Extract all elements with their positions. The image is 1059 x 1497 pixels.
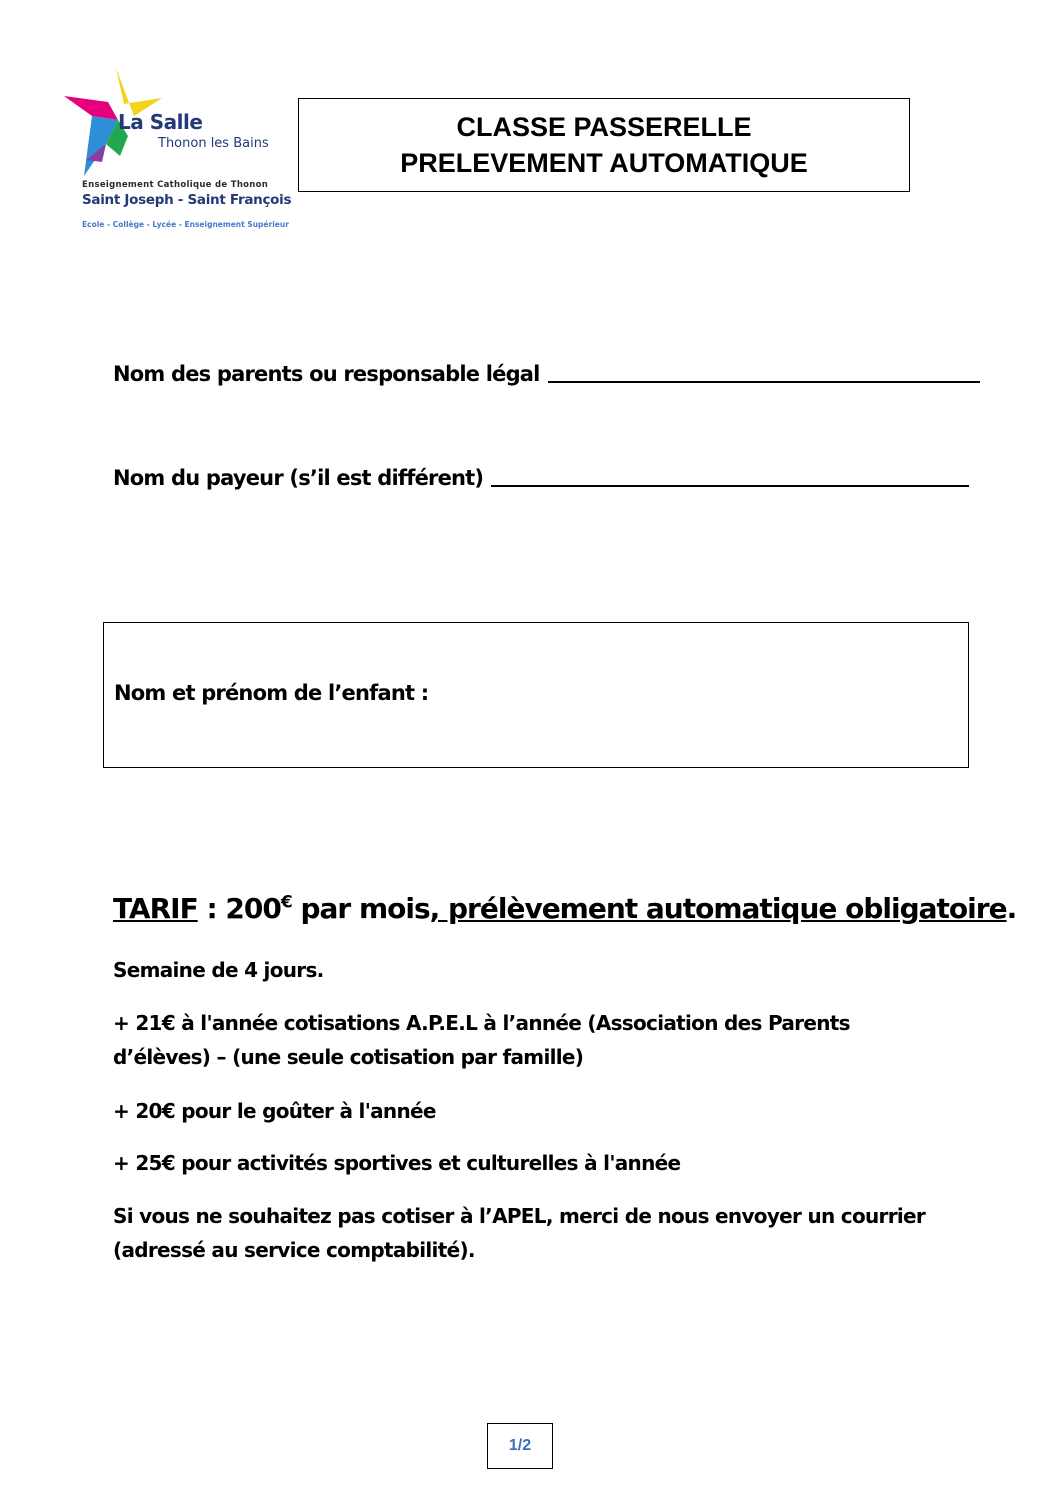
school-logo	[62, 66, 292, 236]
title-box	[298, 98, 910, 192]
tarif-heading	[113, 892, 1016, 925]
tarif-currency: €	[280, 892, 292, 913]
parents-input-line[interactable]	[548, 381, 980, 383]
child-label: Nom et prénom de l’enfant :	[114, 681, 429, 705]
tarif-label: TARIF	[113, 892, 198, 925]
logo-levels: Ecole - Collège - Lycée - Enseignement Supérieur	[82, 220, 289, 229]
page-number: 1/2	[487, 1423, 553, 1469]
title-line-2: PRELEVEMENT AUTOMATIQUE	[400, 148, 808, 178]
payer-field	[113, 466, 969, 490]
tarif-end: .	[1006, 892, 1017, 925]
tarif-amount: 200	[225, 892, 281, 925]
gouter-fee: + 20€ pour le goûter à l'année	[113, 1099, 436, 1123]
child-name-box[interactable]	[103, 622, 969, 768]
parents-field	[113, 362, 980, 386]
logo-subtitle: Enseignement Catholique de Thonon	[82, 180, 269, 190]
logo-city: Thonon les Bains	[158, 136, 269, 151]
tarif-sep: :	[197, 892, 226, 925]
parents-label: Nom des parents ou responsable légal	[113, 362, 540, 386]
week-info: Semaine de 4 jours.	[113, 958, 324, 982]
logo-name: La Salle	[118, 110, 203, 134]
tarif-per: par mois	[291, 892, 430, 925]
payer-label: Nom du payeur (s’il est différent)	[113, 466, 484, 490]
logo-school-names: Saint Joseph - Saint François	[82, 192, 292, 208]
apel-fee: + 21€ à l'année cotisations A.P.E.L à l’année (Association des Parents d’élèves) – (une seule cotisation par famille)	[113, 1011, 850, 1069]
title-line-1: CLASSE PASSERELLE	[456, 112, 752, 142]
activities-fee: + 25€ pour activités sportives et culturelles à l'année	[113, 1151, 681, 1175]
tarif-mandatory: , prélèvement automatique obligatoire	[429, 892, 1007, 925]
payer-input-line[interactable]	[491, 485, 969, 487]
apel-note: Si vous ne souhaitez pas cotiser à l’APEL, merci de nous envoyer un courrier (adressé au service comptabilité).	[113, 1204, 926, 1262]
